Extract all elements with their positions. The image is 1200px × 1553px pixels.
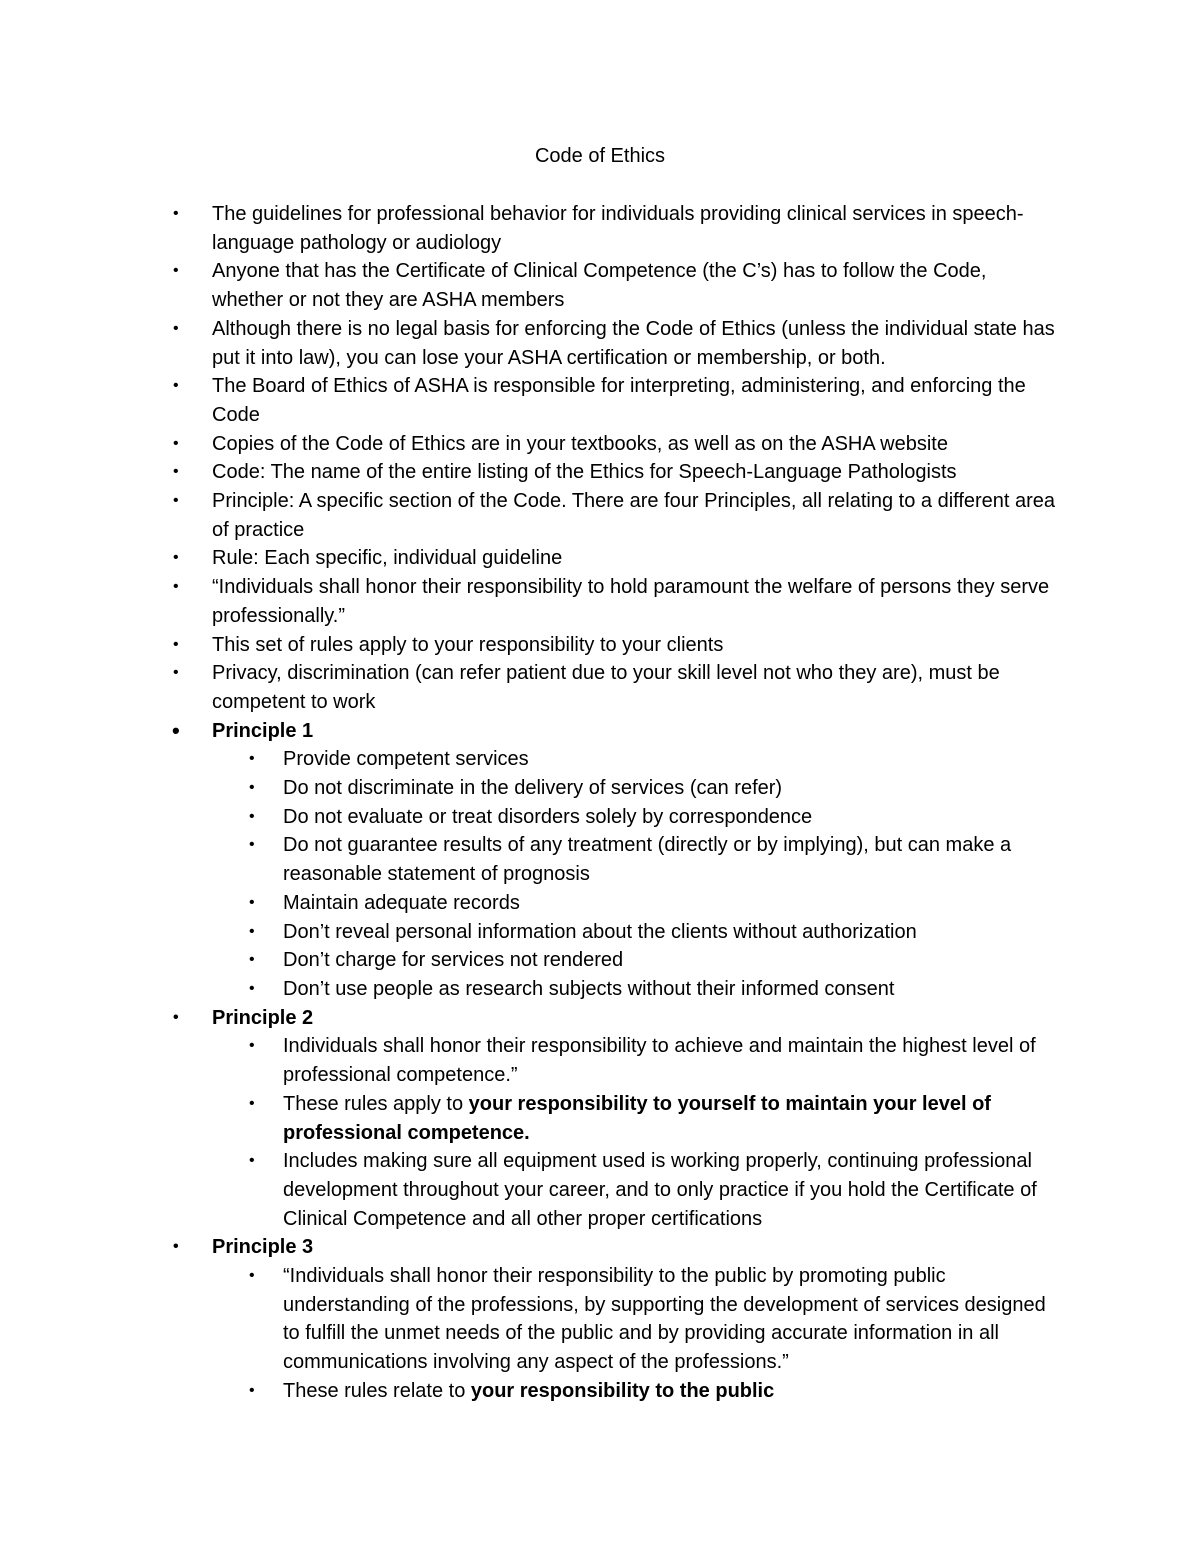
- bullet-icon: •: [249, 951, 255, 969]
- list-item-text: Do not evaluate or treat disorders solely by correspondence: [283, 805, 813, 828]
- bullet-icon: •: [172, 717, 180, 743]
- principle-1-heading: [0, 717, 1062, 746]
- document-title: Code of Ethics: [534, 145, 666, 167]
- list-item-text: Provide competent services: [283, 748, 529, 771]
- list-item-text: Copies of the Code of Ethics are in your textbooks, as well as on the ASHA website: [212, 432, 948, 455]
- list-item-text: Includes making sure all equipment used is working properly, continuing professional development throughout your career, and to only practice if you hold the Certificate of Clinical Competence and all other proper certifications: [283, 1150, 1037, 1230]
- bullet-icon: •: [173, 463, 179, 481]
- bullet-icon: •: [173, 205, 179, 222]
- bullet-icon: •: [173, 319, 179, 337]
- list-item: [0, 745, 1063, 774]
- list-item-text: Don’t charge for services not rendered: [283, 949, 624, 972]
- list-item: [0, 975, 1063, 1004]
- list-item: [0, 257, 1062, 314]
- bullet-icon: •: [249, 836, 255, 854]
- bullet-icon: •: [249, 979, 255, 997]
- list-item-text: Do not guarantee results of any treatment (directly or by implying), but can make a reasonable statement of prognosis: [283, 834, 1012, 886]
- list-item-text-bold: your responsibility to yourself to maintain your level of professional competence.: [283, 1092, 991, 1144]
- list-item-text: Do not discriminate in the delivery of services (can refer): [283, 777, 783, 800]
- bullet-icon: •: [249, 1381, 255, 1399]
- list-item-text: Principle: A specific section of the Code. There are four Principles, all relating to a different area of practice: [212, 490, 1056, 541]
- list-item-text: Maintain adequate records: [283, 891, 520, 914]
- list-item-text: Although there is no legal basis for enforcing the Code of Ethics (unless the individual state has put it into law), you can lose your ASHA certification or membership, or both.: [212, 317, 1055, 369]
- bullet-icon: •: [249, 779, 255, 797]
- bullet-icon: •: [173, 549, 179, 567]
- list-item: [0, 430, 1062, 459]
- bullet-icon: •: [173, 377, 179, 395]
- bullet-icon: •: [173, 434, 179, 452]
- principle-3-heading: [0, 1233, 1062, 1262]
- list-item: [0, 458, 1062, 487]
- list-item-text: This set of rules apply to your responsibility to your clients: [212, 633, 724, 656]
- bullet-icon: •: [173, 635, 179, 653]
- list-item-text: Individuals shall honor their responsibility to achieve and maintain the highest level of professional competence.”: [283, 1035, 1036, 1087]
- list-item: [0, 1262, 1063, 1377]
- bullet-icon: •: [249, 922, 255, 940]
- list-item-text: “Individuals shall honor their responsibility to hold paramount the welfare of persons they serve professionally.”: [212, 576, 1050, 627]
- bullet-icon: •: [249, 1267, 255, 1285]
- list-item-text: Don’t reveal personal information about the clients without authorization: [283, 920, 917, 943]
- list-item: [0, 1032, 1063, 1089]
- bullet-icon: •: [173, 578, 179, 596]
- list-item: [0, 774, 1063, 803]
- list-item: [0, 573, 1062, 630]
- principle-2-heading: [0, 1004, 1062, 1033]
- bullet-icon: •: [173, 664, 179, 682]
- list-item-text-plain: These rules relate to: [283, 1379, 471, 1402]
- list-item-text: The Board of Ethics of ASHA is responsible for interpreting, administering, and enforcing the Code: [212, 375, 1026, 426]
- list-item-text: The guidelines for professional behavior for individuals providing clinical services in speech-language pathology or audiology: [212, 203, 1024, 254]
- list-item: [0, 889, 1063, 918]
- list-item-text: Rule: Each specific, individual guideline: [212, 547, 563, 570]
- list-item: [0, 631, 1062, 660]
- bullet-list: [0, 200, 1200, 1406]
- list-item-text: Don’t use people as research subjects without their informed consent: [283, 977, 895, 1000]
- list-item: [0, 1377, 1063, 1406]
- list-item: [0, 918, 1063, 947]
- principle-heading-text: Principle 1: [212, 719, 314, 742]
- list-item-text: “Individuals shall honor their responsibility to the public by promoting public understanding of the professions, by supporting the development of services designed to fulfill the unmet needs of the public and by providing accurate information in all communications involving any aspect of the professions.”: [283, 1265, 1046, 1374]
- list-item: [0, 659, 1062, 716]
- bullet-icon: •: [249, 1094, 255, 1112]
- list-item: [0, 372, 1062, 429]
- list-item: [0, 487, 1062, 544]
- principle-heading-text: Principle 2: [212, 1006, 314, 1029]
- list-item-text-bold: your responsibility to the public: [470, 1379, 775, 1402]
- list-item-text: Anyone that has the Certificate of Clinical Competence (the C’s) has to follow the Code, whether or not they are ASHA members: [212, 260, 987, 312]
- principle-heading-text: Principle 3: [212, 1236, 314, 1259]
- list-item: [0, 1147, 1063, 1233]
- bullet-icon: •: [249, 750, 255, 768]
- bullet-icon: •: [173, 1008, 179, 1026]
- list-item: [0, 315, 1062, 372]
- bullet-icon: •: [173, 492, 179, 510]
- list-item: [0, 1090, 1063, 1147]
- bullet-icon: •: [249, 893, 255, 911]
- bullet-icon: •: [173, 262, 179, 280]
- list-item-text: Code: The name of the entire listing of the Ethics for Speech-Language Pathologists: [212, 461, 957, 484]
- bullet-icon: •: [249, 1037, 255, 1055]
- list-item: [0, 831, 1063, 888]
- list-item-text-plain: These rules apply to: [283, 1092, 469, 1115]
- list-item: [0, 946, 1063, 975]
- list-item: [0, 200, 1062, 257]
- bullet-icon: •: [249, 1152, 255, 1170]
- list-item-text: Privacy, discrimination (can refer patient due to your skill level not who they are), must be competent to work: [212, 662, 1000, 713]
- bullet-icon: •: [173, 1238, 179, 1256]
- list-item: [0, 803, 1063, 832]
- list-item: [0, 544, 1062, 573]
- bullet-icon: •: [249, 807, 255, 825]
